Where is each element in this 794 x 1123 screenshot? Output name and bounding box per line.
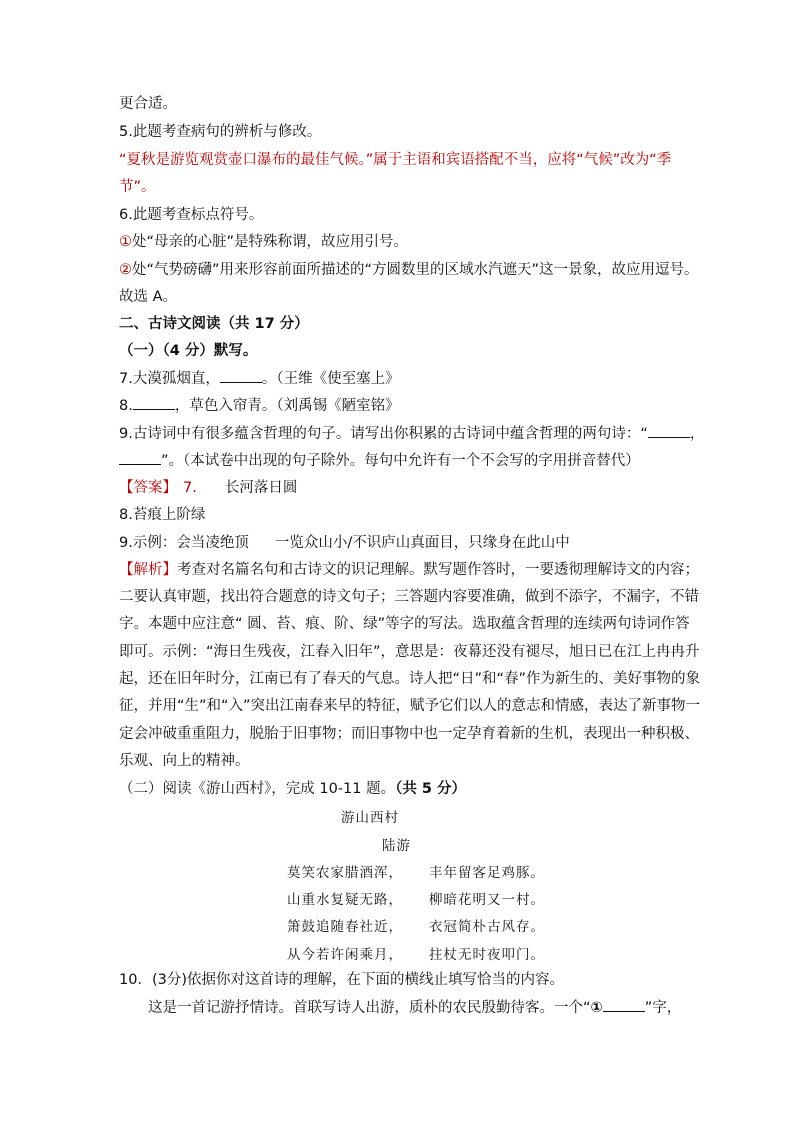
question-text: ，草色入帘青。（刘禹锡《陋室铭》 xyxy=(174,398,400,414)
analysis-line: 征，并用“生”和“入”突出江南春来早的特征，赋予它们以人的意志和情感，表达了新事物一 xyxy=(119,698,701,714)
poem-author: 陆游 xyxy=(382,838,411,854)
heading-score: （共 5 分） xyxy=(395,781,467,797)
question-8 xyxy=(119,396,400,416)
line-text: 处“母亲的心脏”是特殊称谓，故应用引号。 xyxy=(132,234,409,250)
poem-line: 山重水复疑无路， 柳暗花明又一村。 xyxy=(287,892,545,908)
poem-line: 箫鼓追随春社近， 衣冠简朴古风存。 xyxy=(287,919,545,935)
analysis-line: 二要认真审题，找出符合题意的诗文句子；三答题内容要准确，做到不添字，不漏字，不错 xyxy=(119,589,699,605)
analysis-text: 考查对名篇名句和古诗文的识记理解。默写题作答时，一要透彻理解诗文的内容； xyxy=(177,562,699,578)
question-text: 这是一首记游抒情诗。首联写诗人出游，质朴的农民殷勤待客。一个“ xyxy=(148,1000,591,1016)
circled-marker: ① xyxy=(590,1000,603,1016)
question-text: 。（王维《使至塞上》 xyxy=(261,371,400,387)
answer-line: 8.苔痕上阶绿 xyxy=(119,507,206,523)
answer-text: 长河落日圆 xyxy=(224,480,298,496)
question-text: ”。（本试卷中出现的句子除外。每句中允许有一个不会写的字用拼音替代） xyxy=(161,453,640,469)
question-text: 8. xyxy=(119,398,133,414)
subsection-heading: （一）（4 分）默写。 xyxy=(119,343,258,359)
poem-line: 莫笑农家腊酒浑， 丰年留客足鸡豚。 xyxy=(287,865,545,881)
question-text: ， xyxy=(689,426,705,442)
text-line xyxy=(119,232,408,252)
analysis-line: 即可。示例：“海日生残夜，江春入旧年”，意思是：夜幕还没有褪尽，旭日已在江上冉冉升 xyxy=(119,644,700,660)
answer-line xyxy=(119,533,570,553)
analysis-line: 字。本题中应注意“ 圆、苔、痕、阶、绿”等字的写法。选取蕴含哲理的连续两句诗词作答 xyxy=(119,616,690,632)
text-line xyxy=(119,260,699,280)
circled-marker: ② xyxy=(119,262,132,278)
poem-title: 游山西村 xyxy=(341,810,399,826)
question-10: 10．(3分)依据你对这首诗的理解，在下面的横线止填写恰当的内容。 xyxy=(119,972,564,988)
line-text: 处“气势磅礴”用来形容前面所描述的“方圆数里的区域水汽遮天”这一景象，故应用逗号。 xyxy=(132,262,699,278)
answer-line: “夏秋是游览观赏壶口瀑布的最佳气候。”属于主语和宾语搭配不当，应将“气候”改为“季 xyxy=(119,152,672,168)
question-text: 9.古诗词中有很多蕴含哲理的句子。请写出你积累的古诗词中蕴含哲理的两句诗：“ xyxy=(119,426,648,442)
text-line: 6.此题考查标点符号。 xyxy=(119,207,264,223)
question-9 xyxy=(119,424,704,444)
answer-text: 一览众山小/不识庐山真面目，只缘身在此山中 xyxy=(274,535,570,551)
text-line: 故选 A。 xyxy=(119,289,178,305)
analysis-line: 起，还在旧年时分，江南已有了春天的气息。诗人把“日”和“春”作为新生的、美好事物的象 xyxy=(119,671,701,687)
answer-line xyxy=(119,478,297,498)
question-10-text xyxy=(148,998,681,1018)
analysis-line xyxy=(119,560,699,580)
circled-marker: ① xyxy=(119,234,132,250)
analysis-tag: 【解析】 xyxy=(119,562,177,578)
text-line: 5.此题考查病句的辨析与修改。 xyxy=(119,124,322,140)
answer-text: 9.示例：会当凌绝顶 xyxy=(119,535,249,551)
answer-tag: 【答案】 xyxy=(119,480,177,496)
question-text: 7.大漠孤烟直， xyxy=(119,371,220,387)
analysis-line: 乐观、向上的精神。 xyxy=(119,753,250,769)
text-line: 更合适。 xyxy=(119,96,177,112)
poem-line: 从今若许闲乘月， 拄杖无时夜叩门。 xyxy=(287,947,545,963)
heading-text: （二）阅读《游山西村》，完成 10-11 题。 xyxy=(119,781,396,797)
section-heading: 二、古诗文阅读（共 17 分） xyxy=(119,316,309,332)
answer-blank xyxy=(648,425,690,438)
answer-blank xyxy=(220,370,262,383)
question-7 xyxy=(119,369,400,389)
answer-line: 节”。 xyxy=(119,179,156,195)
answer-blank xyxy=(133,397,175,410)
question-9-cont xyxy=(119,451,640,471)
answer-blank xyxy=(603,999,645,1012)
answer-blank xyxy=(119,452,161,465)
answer-number: 7. xyxy=(183,480,197,496)
subsection-heading xyxy=(119,779,466,799)
analysis-line: 定会冲破重重阻力，脱胎于旧事物；而旧事物中也一定孕育着新的生机，表现出一种积极、 xyxy=(119,726,699,742)
question-text: ”字， xyxy=(644,1000,682,1016)
